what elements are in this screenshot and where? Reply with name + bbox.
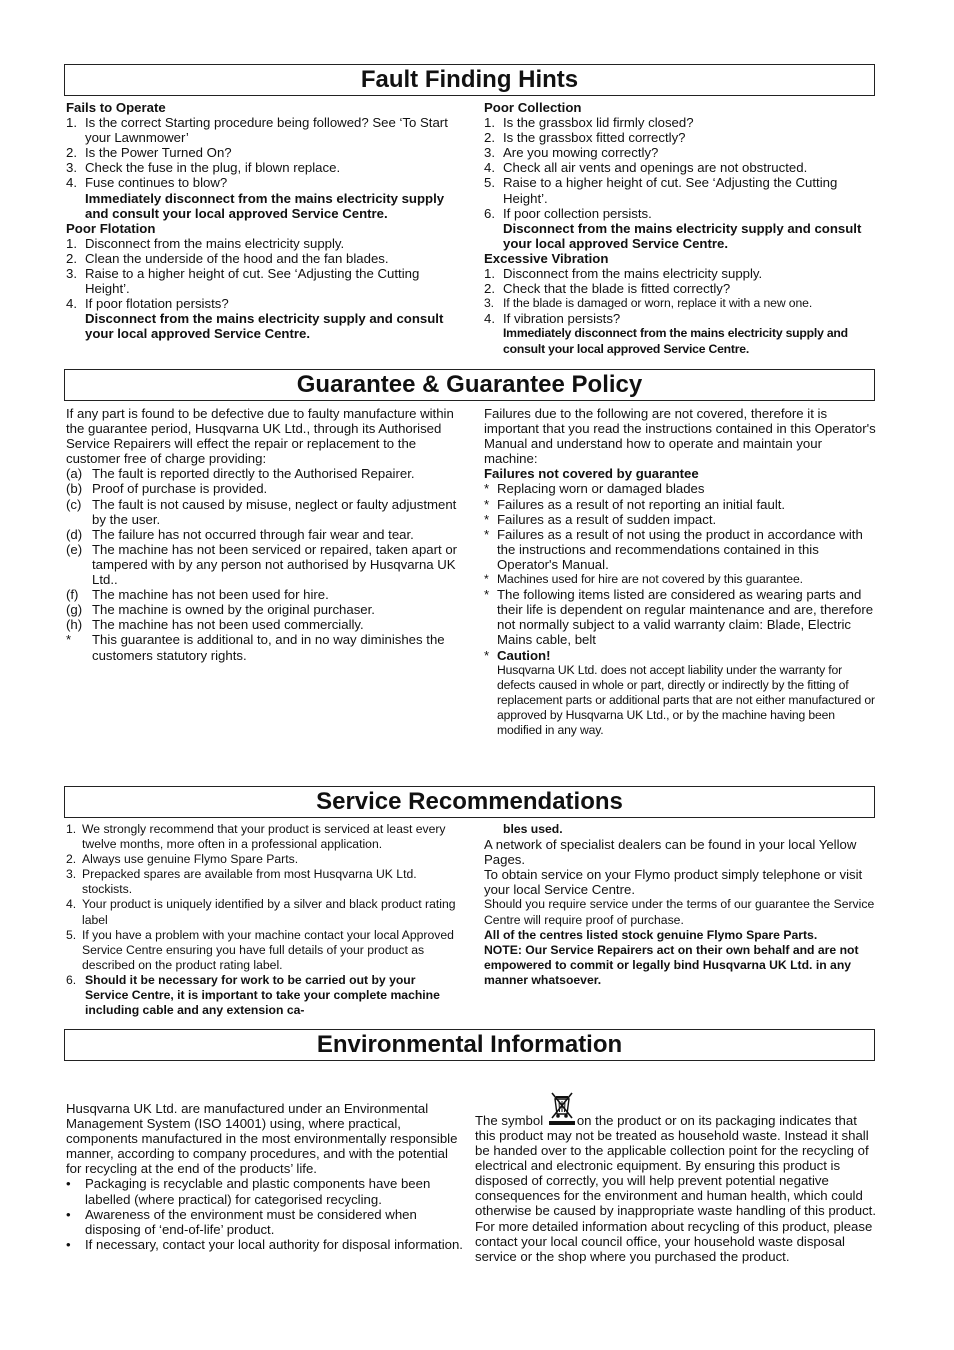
guarantee-left-column <box>66 406 458 663</box>
list-item: (d) The failure has not occurred through fair wear and tear. <box>66 526 414 542</box>
fails-to-operate-heading: Fails to Operate <box>66 100 166 115</box>
list-item: 2. Clean the underside of the hood and the fan blades. <box>66 250 389 266</box>
environment-left-column <box>66 1101 466 1252</box>
list-item: * Failures as a result of sudden impact. <box>484 511 717 527</box>
list-item: 2. Always use genuine Flymo Spare Parts. <box>66 852 299 867</box>
list-item: 1. Is the correct Starting procedure being followed? See ‘To Start your Lawnmower’ <box>66 115 448 146</box>
list-item: (f) The machine has not been used for hire. <box>66 587 329 603</box>
list-item: * Caution! <box>484 647 551 663</box>
fault-left-column <box>66 100 466 342</box>
environmental-title: Environmental Information <box>64 1029 875 1061</box>
list-item: 1. Is the grassbox lid firmly closed? <box>484 115 694 131</box>
list-item: 6. Should it be necessary for work to be carried out by your Service Centre, it is important to take your complete machine including cable and any extension ca- <box>66 972 440 1018</box>
list-item: 1. Disconnect from the mains electricity supply. <box>484 266 763 282</box>
service-item6-continued: bles used. <box>503 822 563 836</box>
list-item: * Replacing worn or damaged blades <box>484 481 705 497</box>
list-item: (c) The fault is not caused by misuse, neglect or faulty adjustment by the user. <box>66 496 457 527</box>
list-item: 3. If the blade is damaged or worn, replace it with a new one. <box>484 296 813 311</box>
list-item: 1. Disconnect from the mains electricity supply. <box>66 235 345 251</box>
list-item: 4. Fuse continues to blow? <box>66 175 228 191</box>
service-paragraph: All of the centres listed stock genuine Flymo Spare Parts. <box>484 927 818 942</box>
list-item: 2. Is the grassbox fitted correctly? <box>484 130 686 146</box>
list-item: 3. Prepacked spares are available from most Husqvarna UK Ltd. stockists. <box>66 867 417 897</box>
list-item: 6. If poor collection persists. <box>484 205 652 221</box>
list-item: • Awareness of the environment must be considered when disposing of ‘end-of-life’ product. <box>66 1206 417 1237</box>
list-item: (e) The machine has not been serviced or repaired, taken apart or tampered with by any person not authorised by Husqvarna UK Ltd.. <box>66 541 458 588</box>
list-item: 4. Check all air vents and openings are not obstructed. <box>484 160 808 176</box>
list-item: 5. Raise to a higher height of cut. See ‘Adjusting the Cutting Height’. <box>484 175 838 206</box>
list-item: 4. If poor flotation persists? <box>66 296 229 312</box>
flotation-warning: Disconnect from the mains electricity supply and consult your local approved Service Centre. <box>85 311 444 342</box>
list-item: (a) The fault is reported directly to the Authorised Repairer. <box>66 466 415 482</box>
list-item: 3. Raise to a higher height of cut. See ‘Adjusting the Cutting Height’. <box>66 266 420 297</box>
list-item: 2. Check that the blade is fitted correctly? <box>484 281 731 297</box>
service-right-column <box>484 822 876 988</box>
list-item: (g) The machine is owned by the original purchaser. <box>66 602 375 618</box>
list-item: 3. Are you mowing correctly? <box>484 145 659 161</box>
list-item: 5. If you have a problem with your machine contact your local Approved Service Centre ensuring you have full details of your product as described on the product rating label. <box>66 927 454 972</box>
crossed-out-wheelie-bin-icon <box>547 1090 577 1126</box>
list-item: • If necessary, contact your local authority for disposal information. <box>66 1236 463 1252</box>
list-item: 3. Check the fuse in the plug, if blown replace. <box>66 160 341 176</box>
list-item: * This guarantee is additional to, and in no way diminishes the customers statutory rights. <box>66 632 445 663</box>
list-item: • Packaging is recyclable and plastic components have been labelled (where practical) for categorised recycling. <box>66 1176 431 1207</box>
collection-warning: Disconnect from the mains electricity supply and consult your local approved Service Centre. <box>503 220 862 251</box>
list-item: 1. We strongly recommend that your product is serviced at least every twelve months, more often in a professional application. <box>66 822 446 852</box>
service-left-column <box>66 822 458 1018</box>
guarantee-title: Guarantee & Guarantee Policy <box>64 369 875 401</box>
fault-right-column <box>484 100 876 357</box>
list-item: * Failures as a result of not using the product in accordance with the instructions and recommendations contained in this Operator's Manual. <box>484 526 863 572</box>
list-item: * Failures as a result of not reporting an initial fault. <box>484 496 786 512</box>
recycling-info-paragraph: For more detailed information about recycling of this product, please contact your local council office, your household waste disposal service or the shop where you purchased the product. <box>475 1218 873 1264</box>
service-paragraph: To obtain service on your Flymo product simply telephone or visit your local Service Centre. <box>484 867 863 898</box>
service-title: Service Recommendations <box>64 786 875 818</box>
list-item: 4. Your product is uniquely identified by a silver and black product rating label <box>66 897 456 927</box>
guarantee-right-column <box>484 406 876 738</box>
list-item: (h) The machine has not been used commercially. <box>66 617 364 633</box>
caution-text: Husqvarna UK Ltd. does not accept liability under the warranty for defects caused in whole or part, directly or indirectly by the fitting of replacement parts or additional parts that are not either manufactured or approved by Husqvarna UK Ltd., or by the machine having been modified in any way. <box>497 662 875 737</box>
environment-right-column <box>475 1092 876 1264</box>
service-paragraph: Should you require service under the terms of our guarantee the Service Centre will require proof of purchase. <box>484 897 875 927</box>
list-item: (b) Proof of purchase is provided. <box>66 481 268 497</box>
caution-label: Caution! <box>497 647 551 663</box>
service-note: NOTE: Our Service Repairers act on their own behalf and are not empowered to commit or legally bind Husqvarna UK Ltd. in any manner whatsoever. <box>484 942 859 987</box>
fails-warning: Immediately disconnect from the mains electricity supply and consult your local approved Service Centre. <box>85 190 445 221</box>
not-covered-heading: Failures not covered by guarantee <box>484 466 699 482</box>
vibration-warning: Immediately disconnect from the mains electricity supply and consult your local approved Service Centre. <box>503 326 848 356</box>
not-covered-intro: Failures due to the following are not covered, therefore it is important that you read the instructions contained in this Operator's Manual and understand how to operate and maintain your machine: <box>484 406 876 467</box>
fault-finding-title: Fault Finding Hints <box>64 64 875 96</box>
poor-collection-heading: Poor Collection <box>484 100 582 115</box>
list-item: 4. If vibration persists? <box>484 311 621 327</box>
list-item: * Machines used for hire are not covered by this guarantee. <box>484 572 803 587</box>
weee-paragraph: The symbol on the product or on its packaging indicates that this product may not be treated as household waste. Instead it shall be handed over to the applicable collection point for the recycling of electrical and electronic equipment. By ensuring this product is disposed of correctly, you will help prevent potential negative consequences for the environment and human health, which could otherwise be caused by inappropriate waste handling of this product. <box>475 1092 876 1219</box>
environment-intro: Husqvarna UK Ltd. are manufactured under an Environmental Management System (ISO 14001) using, where practical, components manufactured in the most environmentally responsible manner, according to company procedures, and with the potential for recycling at the end of the products’ life. <box>66 1101 458 1177</box>
guarantee-intro: If any part is found to be defective due to faulty manufacture within the guarantee period, Husqvarna UK Ltd., through its Authorised Service Repairers will effect the repair or replacement to the customer free of charge providing: <box>66 406 454 467</box>
list-item: * The following items listed are considered as wearing parts and their life is dependent on regular maintenance and are, therefore not normally subject to a valid warranty claim: Blade, Electric Mains cable, belt <box>484 587 874 648</box>
excessive-vibration-heading: Excessive Vibration <box>484 250 609 266</box>
poor-flotation-heading: Poor Flotation <box>66 220 156 236</box>
service-paragraph: A network of specialist dealers can be found in your local Yellow Pages. <box>484 837 857 868</box>
list-item: 2. Is the Power Turned On? <box>66 145 232 161</box>
